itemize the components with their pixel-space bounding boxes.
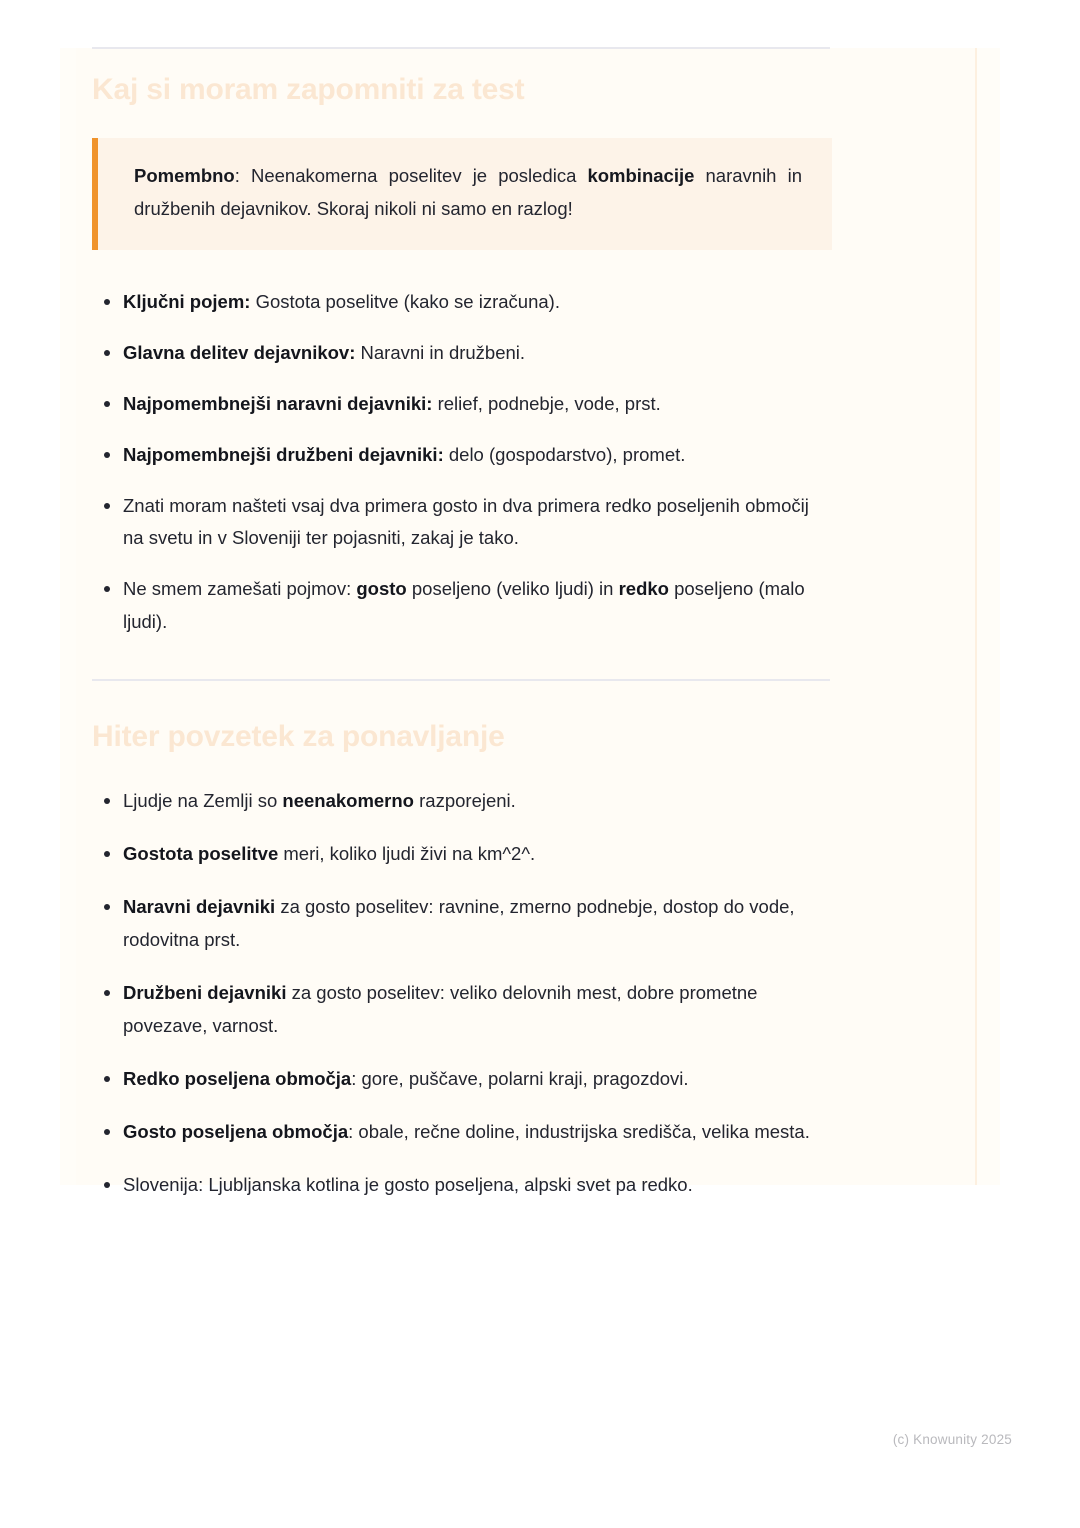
list-item [92,388,832,421]
bullet-mid-rest: poseljeno (veliko ljudi) in [406,578,619,600]
important-callout [92,138,832,250]
bullet-inline-bold-1: gosto [356,578,407,600]
section-exam-notes [92,72,832,639]
list-item [92,1169,832,1202]
bullet-rest: Znati moram našteti vsaj dva primera gosto in dva primera redko poseljenih območij na svetu in v Sloveniji ter pojasniti, zakaj je tako. [123,494,809,549]
bullet-rest: Ne smem zamešati pojmov: [123,578,357,600]
bullet-rest: relief, podnebje, vode, prst. [432,392,661,414]
bullet-rest: Naravni in družbeni. [355,341,526,363]
bullet-rest: : gore, puščave, polarni kraji, pragozdovi. [351,1067,689,1089]
section-divider [92,679,830,681]
bullet-bold: Družbeni dejavniki [123,981,287,1003]
callout-emphasis: kombinacije [587,165,695,186]
bullet-tail: poseljeno (malo ljudi). [123,578,805,633]
list-item [92,490,832,556]
bullet-bold: Najpomembnejši naravni dejavniki: [123,392,433,414]
document-body [92,72,832,1222]
list-item [92,286,832,319]
callout-after-lead: : Neenakomerna poselitev je posledica [234,165,588,186]
bullet-inline-bold-2: redko [618,578,669,600]
section-2-title: Hiter povzetek za ponavljanje [92,720,505,754]
list-item [92,785,832,818]
bullet-inline-bold-1: neenakomerno [282,790,414,812]
list-item [92,1063,832,1096]
list-item [92,1116,832,1149]
bullet-rest: Ljudje na Zemlji so [123,790,283,812]
bullet-rest: : obale, rečne doline, industrijska središča, velika mesta. [348,1120,810,1142]
bullet-rest: meri, koliko ljudi živi na km^2^. [278,843,536,865]
section-quick-summary [92,719,832,1201]
bullet-bold: Naravni dejavniki [123,896,276,918]
list-item [92,439,832,472]
section-1-title: Kaj si moram zapomniti za test [92,73,525,106]
bullet-bold: Redko poseljena območja [123,1067,352,1089]
section-1-bullet-list [92,286,832,639]
section-2-bullet-list [92,785,832,1201]
callout-tail: naravnih in družbenih dejavnikov. Skoraj nikoli ni samo en razlog! [134,165,802,219]
bullet-rest: delo (gospodarstvo), promet. [443,443,686,465]
bullet-bold: Ključni pojem: [123,290,251,312]
bullet-bold: Najpomembnejši družbeni dejavniki: [123,443,444,465]
top-divider [92,47,830,49]
bullet-bold: Gosto poseljena območja [123,1120,349,1142]
list-item [92,838,832,871]
footer-copyright: (c) Knowunity 2025 [892,1432,1012,1447]
callout-lead: Pomembno [134,165,235,186]
list-item [92,891,832,957]
bullet-rest: za gosto poselitev: veliko delovnih mest, dobre prometne povezave, varnost. [123,981,758,1036]
bullet-rest: Slovenija: Ljubljanska kotlina je gosto poseljena, alpski svet pa redko. [123,1173,693,1195]
bullet-tail: razporejeni. [414,790,516,812]
list-item [92,977,832,1043]
bullet-bold: Glavna delitev dejavnikov: [123,341,356,363]
list-item [92,573,832,639]
page-right-edge-rule [975,48,977,1185]
bullet-rest: Gostota poselitve (kako se izračuna). [250,290,560,312]
callout-text [134,160,802,226]
bullet-rest: za gosto poselitev: ravnine, zmerno podnebje, dostop do vode, rodovitna prst. [123,896,795,950]
list-item [92,337,832,370]
bullet-bold: Gostota poselitve [123,843,279,865]
